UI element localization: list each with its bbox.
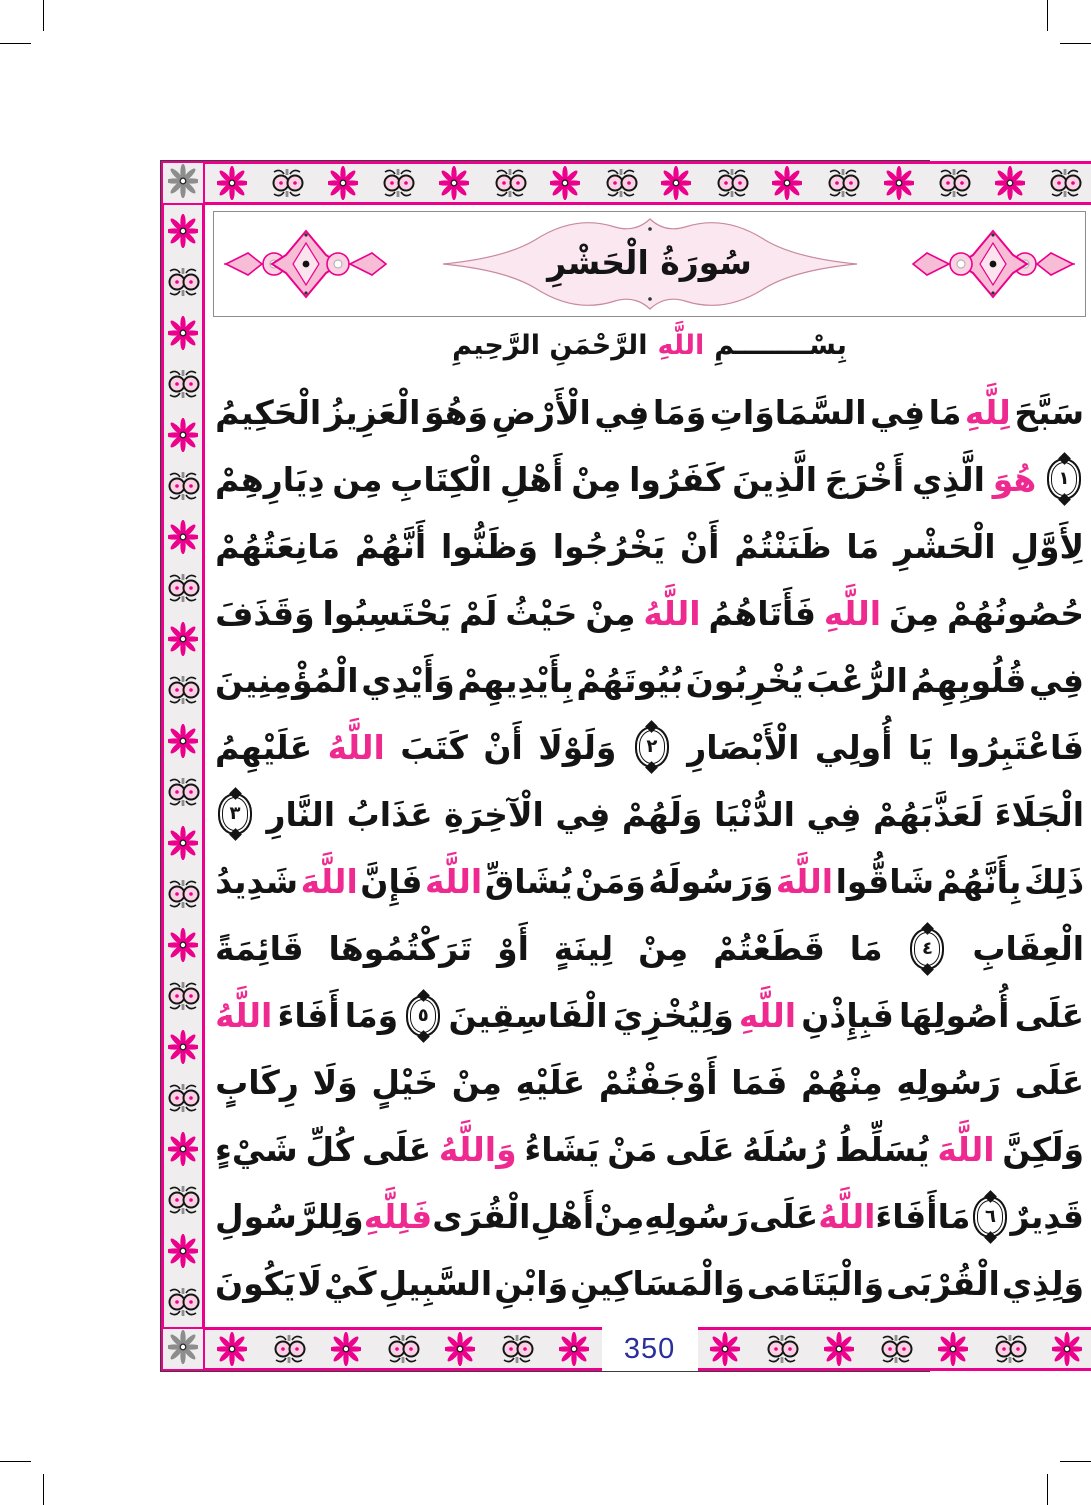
scroll-circles-icon <box>166 469 200 503</box>
quran-word: مِنْ <box>571 459 622 499</box>
quran-word: قَدِيرٌ <box>1010 1197 1085 1237</box>
scroll-circles-icon <box>166 1081 200 1115</box>
quran-word: الْحَكِيمُ <box>215 392 322 432</box>
quran-word: وَلِيُخْزِيَ <box>612 996 734 1036</box>
quran-word: الْقُرْبَى <box>886 1264 1000 1304</box>
ayah-number: ٤ <box>921 937 933 959</box>
quran-word: وَالْيَتَامَى <box>746 1264 885 1304</box>
scroll-circles-icon <box>1048 166 1082 200</box>
quran-word: حُصُونُهُمْ <box>946 593 1085 633</box>
quran-line <box>215 983 1084 1049</box>
quran-word: مَنْ <box>607 1130 658 1170</box>
quran-word: مِنْ <box>594 1197 645 1237</box>
ayah-end-marker-icon <box>973 1196 1007 1238</box>
quran-line <box>215 848 1084 914</box>
crop-mark-bottom-right-v <box>1047 1474 1048 1505</box>
quran-word: وَمَنْ <box>575 861 646 901</box>
quran-word: عَلَى <box>1014 1063 1085 1103</box>
quran-word: وَهُوَ <box>423 392 489 432</box>
quran-word: الْفَاسِقِينَ <box>448 996 608 1036</box>
quran-word: كَفَرُوا <box>629 459 725 499</box>
quran-word: ذَلِكَ <box>1023 861 1085 901</box>
gray-rosette-icon <box>168 1330 198 1368</box>
surah-title: سُورَةُ الْحَشْرِ <box>547 242 752 282</box>
quran-word: يُشَاقِّ <box>484 861 573 901</box>
ayah-end-marker-icon <box>1047 458 1081 500</box>
surah-header-panel <box>213 211 1086 317</box>
quran-word: عَذَابُ <box>346 794 433 834</box>
quran-word: فِي <box>594 392 650 432</box>
quran-word: فِي <box>1029 660 1085 700</box>
flower-burst-icon <box>439 166 469 200</box>
quran-word: الْآخِرَةِ <box>444 794 544 834</box>
quran-word: يَحْتَسِبُوا <box>322 593 452 633</box>
quran-word: فَاعْتَبِرُوا <box>948 727 1085 767</box>
scroll-circles-icon <box>272 1332 306 1366</box>
allah-word: اللَّهُ <box>215 996 273 1036</box>
quran-word: لِينَةٍ <box>553 929 614 968</box>
scroll-circles-icon <box>166 571 200 605</box>
ayah-end-marker-icon <box>910 928 944 970</box>
quran-word: وَلَا <box>312 1063 358 1103</box>
bismillah-post: الرَّحْمَنِ الرَّحِيمِ <box>452 329 648 361</box>
flower-burst-icon <box>445 1332 475 1366</box>
quran-word: الْأَبْصَارِ <box>687 727 800 767</box>
quran-word: مِنْهُمْ <box>801 1063 883 1103</box>
quran-word: وَابْنِ <box>494 1264 569 1304</box>
allah-word: اللَّهِ <box>738 996 797 1036</box>
flower-burst-icon <box>661 166 691 200</box>
quran-word: كُلِّ <box>305 1130 355 1170</box>
quran-word: الْجَلَاءَ <box>994 794 1085 834</box>
quran-word: عَلَيْهِ <box>515 1063 586 1103</box>
quran-word: الدُّنْيَا <box>713 794 795 834</box>
bismillah-allah: اللَّهِ <box>657 329 705 361</box>
bismillah-line <box>213 317 1086 373</box>
quran-word: عَلَى <box>748 1197 819 1237</box>
quran-text-block <box>213 373 1086 1327</box>
quran-word: رُسُلَهُ <box>742 1130 828 1170</box>
quran-word: أَنْ <box>483 727 523 767</box>
quran-word: عَلَيْهِمُ <box>215 727 313 767</box>
allah-word: وَاللَّهُ <box>438 1130 517 1170</box>
quran-word: الْحَشْرِ <box>893 526 996 566</box>
gray-rosette-icon <box>168 164 198 202</box>
scroll-circles-icon <box>166 1183 200 1217</box>
scroll-circles-icon <box>166 367 200 401</box>
quran-word: الْمُؤْمِنِينَ <box>215 660 359 700</box>
scroll-circles-icon <box>166 877 200 911</box>
flower-burst-icon <box>824 1332 854 1366</box>
ayah-number: ١ <box>1058 468 1070 490</box>
quran-word: قُلُوبِهِمُ <box>910 660 1027 700</box>
quran-word: فِي <box>870 392 926 432</box>
scroll-circles-icon <box>937 166 971 200</box>
quran-word: وَلِلرَّسُولِ <box>215 1197 364 1237</box>
quran-word: حَيْثُ <box>505 593 578 633</box>
quran-word: رَسُولِهِ <box>644 1197 749 1237</box>
scroll-circles-icon <box>381 166 415 200</box>
scroll-circles-icon <box>715 166 749 200</box>
flower-burst-icon <box>168 1030 198 1064</box>
flower-burst-icon <box>217 1332 247 1366</box>
quran-word: أُولِي <box>814 727 893 767</box>
quran-word: يَخْرُجُوا <box>552 526 666 566</box>
quran-word: أُصُولِهَا <box>899 996 1010 1036</box>
quran-word: مَا <box>928 392 962 432</box>
border-pattern-top <box>205 161 1091 205</box>
quran-word: مِنَ <box>888 593 940 633</box>
quran-line <box>215 647 1084 713</box>
quran-word: مِنْ <box>451 1063 502 1103</box>
quran-word: تَرَكْتُمُوهَا <box>328 929 473 968</box>
crop-mark-bottom-right-h <box>1060 1461 1091 1462</box>
ayah-end-marker-icon <box>635 726 669 768</box>
quran-word: لَعَذَّبَهُمْ <box>872 794 984 834</box>
ayah-number: ٦ <box>984 1205 996 1227</box>
border-pattern-bottom-left-half <box>205 1327 602 1371</box>
scroll-circles-icon <box>166 673 200 707</box>
scroll-circles-icon <box>604 166 638 200</box>
scroll-circles-icon <box>993 1332 1027 1366</box>
quran-word: سَبَّحَ <box>1014 392 1085 432</box>
quran-word: السَّبِيلِ <box>378 1264 493 1304</box>
quran-word: لَمْ <box>459 593 498 633</box>
ayah-number: ٣ <box>229 803 241 825</box>
quran-word: أَفَاءَ <box>875 1197 938 1237</box>
allah-word: هُوَ <box>992 459 1037 499</box>
floral-chain-ornament-icon <box>222 225 390 303</box>
quran-word: مَانِعَتُهُمْ <box>215 526 341 566</box>
crop-mark-top-left-v <box>43 0 44 31</box>
quran-word: بِأَيْدِيهِمْ <box>457 660 574 700</box>
flower-burst-icon <box>217 166 247 200</box>
quran-line <box>215 446 1084 512</box>
flower-burst-icon <box>168 316 198 350</box>
scroll-circles-icon <box>493 166 527 200</box>
quran-word: وَالْمَسَاكِينِ <box>570 1264 745 1304</box>
allah-word: فَلِلَّهِ <box>363 1197 433 1237</box>
quran-word: وَقَذَفَ <box>215 593 315 633</box>
allah-word: اللَّهُ <box>818 1197 876 1237</box>
scroll-circles-icon <box>765 1332 799 1366</box>
quran-word: أَخْرَجَ <box>824 459 905 499</box>
quran-word: ظَنَنْتُمْ <box>734 526 832 566</box>
flower-burst-icon <box>772 166 802 200</box>
quran-word: مَا <box>846 526 880 566</box>
allah-word: اللَّهُ <box>643 593 701 633</box>
quran-word: النَّارِ <box>266 794 336 834</box>
corner-rosette-icon <box>161 1327 205 1371</box>
quran-word: أَنَّهُمْ <box>354 526 427 566</box>
ayah-number: ٢ <box>646 736 658 758</box>
quran-word: الْأَرْضِ <box>491 392 591 432</box>
quran-line <box>215 580 1084 646</box>
flower-burst-icon <box>938 1332 968 1366</box>
flower-burst-icon <box>884 166 914 200</box>
quran-line <box>215 1184 1084 1250</box>
quran-line <box>215 714 1084 780</box>
quran-word: فَبِإِذْنِ <box>801 996 894 1036</box>
quran-line <box>215 1251 1084 1317</box>
quran-line <box>215 1117 1084 1183</box>
quran-word: لَا <box>297 1264 323 1304</box>
flower-burst-icon <box>550 166 580 200</box>
scroll-circles-icon <box>270 166 304 200</box>
flower-burst-icon <box>331 1332 361 1366</box>
ayah-number: ٥ <box>417 1004 429 1026</box>
quran-word: الْعِقَابِ <box>972 929 1085 968</box>
quran-word: فِي <box>555 794 611 834</box>
bismillah-pre: بِسْــــــــمِ <box>714 329 847 361</box>
quran-word: مِنْ <box>585 593 636 633</box>
quran-line <box>215 513 1084 579</box>
quran-line <box>215 379 1084 445</box>
quran-word: أَوْجَفْتُمْ <box>598 1063 718 1103</box>
allah-word: اللَّهَ <box>425 861 483 901</box>
quran-word: وَلَكِنَّ <box>1002 1130 1085 1170</box>
quran-word: الَّذِي <box>911 459 985 499</box>
allah-word: اللَّهَ <box>937 1130 995 1170</box>
quran-word: رِكَابٍ <box>215 1063 299 1103</box>
flower-burst-icon <box>168 928 198 962</box>
quran-word: الرُّعْبَ <box>806 660 908 700</box>
quran-word: وَلَوْلَا <box>538 727 617 767</box>
quran-word: بُيُوتَهُمْ <box>576 660 683 700</box>
allah-word: اللَّهَ <box>300 861 358 901</box>
quran-word: دِيَارِهِمْ <box>215 459 325 499</box>
flower-burst-icon <box>168 1132 198 1166</box>
quran-word: أَنْ <box>680 526 720 566</box>
quran-word: كَتَبَ <box>400 727 468 767</box>
quran-word: فَإِنَّ <box>360 861 423 901</box>
allah-word: لِلَّهِ <box>964 392 1011 432</box>
border-pattern-bottom <box>205 1327 1091 1371</box>
quran-line <box>215 1050 1084 1116</box>
scroll-circles-icon <box>166 1285 200 1319</box>
flower-burst-icon <box>710 1332 740 1366</box>
quran-word: أَفَاءَ <box>277 996 340 1036</box>
quran-word: مَا <box>849 929 883 968</box>
quran-word: وَمَا <box>652 392 707 432</box>
flower-burst-icon <box>168 520 198 554</box>
quran-line <box>215 781 1084 847</box>
flower-burst-icon <box>559 1332 589 1366</box>
quran-word: يَكُونَ <box>215 1264 296 1304</box>
scroll-circles-icon <box>386 1332 420 1366</box>
flower-burst-icon <box>168 214 198 248</box>
crop-mark-bottom-left-h <box>0 1461 31 1462</box>
allah-word: اللَّهِ <box>823 593 882 633</box>
quran-word: يُسَلِّطُ <box>834 1130 930 1170</box>
flower-burst-icon <box>168 724 198 758</box>
flower-burst-icon <box>168 826 198 860</box>
quran-word: الْعَزِيزُ <box>324 392 421 432</box>
page-content <box>205 205 1091 1327</box>
flower-burst-icon <box>168 418 198 452</box>
quran-word: يَشَاءُ <box>524 1130 600 1170</box>
flower-burst-icon <box>168 1234 198 1268</box>
scroll-circles-icon <box>826 166 860 200</box>
flower-burst-icon <box>328 166 358 200</box>
crop-mark-bottom-left-v <box>43 1474 44 1505</box>
page-number-tile <box>602 1327 698 1371</box>
quran-word: فِي <box>806 794 862 834</box>
quran-word: أَهْلِ <box>499 459 564 499</box>
quran-word: وَأَيْدِي <box>361 660 455 700</box>
quran-word: قَائِمَةً <box>215 929 304 968</box>
ayah-end-marker-icon <box>218 793 252 835</box>
flower-burst-icon <box>995 166 1025 200</box>
crop-mark-top-left-h <box>0 43 31 44</box>
quran-word: خَيْلٍ <box>371 1063 439 1103</box>
scroll-circles-icon <box>879 1332 913 1366</box>
quran-word: يَا <box>907 727 933 767</box>
decorative-frame <box>160 160 1085 1372</box>
quran-word: وَرَسُولَهُ <box>648 861 774 901</box>
scroll-circles-icon <box>166 775 200 809</box>
scroll-circles-icon <box>166 265 200 299</box>
quran-word: بِأَنَّهُمْ <box>936 861 1022 901</box>
quran-word: عَلَى <box>1014 996 1085 1036</box>
scroll-circles-icon <box>500 1332 534 1366</box>
ayah-end-marker-icon <box>406 995 440 1037</box>
allah-word: اللَّهُ <box>327 727 385 767</box>
quran-word: وَلِذِي <box>1001 1264 1085 1304</box>
quran-word: الَّذِينَ <box>732 459 818 499</box>
quran-word: عَلَى <box>665 1130 735 1170</box>
quran-word: مِنْ <box>638 929 689 968</box>
quran-word: كَيْ <box>324 1264 377 1304</box>
allah-word: اللَّهَ <box>775 861 834 901</box>
crop-mark-top-right-v <box>1047 0 1048 31</box>
quran-word: وَظَنُّوا <box>440 526 539 566</box>
flower-burst-icon <box>1052 1332 1082 1366</box>
quran-word: مِن <box>332 459 383 499</box>
scroll-circles-icon <box>166 979 200 1013</box>
quran-word: رَسُولِهِ <box>896 1063 1001 1103</box>
floral-chain-ornament-icon <box>909 225 1077 303</box>
quran-word: السَّمَاوَاتِ <box>709 392 867 432</box>
quran-word: يُخْرِبُونَ <box>685 660 804 700</box>
page-number: 350 <box>623 1332 676 1365</box>
quran-word: أَوْ <box>497 929 529 968</box>
quran-word: أَهْلِ <box>530 1197 595 1237</box>
quran-word: مَا <box>937 1197 971 1237</box>
quran-word: فَمَا <box>731 1063 788 1103</box>
border-pattern-bottom-right-half <box>698 1327 1091 1371</box>
flower-burst-icon <box>168 622 198 656</box>
quran-word: الْقُرَى <box>432 1197 531 1237</box>
corner-rosette-icon <box>161 161 205 205</box>
quran-word: وَمَا <box>344 996 399 1036</box>
quran-word: قَطَعْتُمْ <box>713 929 825 968</box>
crop-mark-top-right-h <box>1060 43 1091 44</box>
quran-word: عَلَى <box>361 1130 432 1170</box>
quran-word: وَلَهُمْ <box>621 794 703 834</box>
quran-word: شَيْءٍ <box>215 1130 298 1170</box>
border-pattern-left <box>161 205 205 1327</box>
quran-word: شَدِيدُ <box>215 861 299 901</box>
quran-word: الْكِتَابِ <box>390 459 493 499</box>
quran-word: شَاقُّوا <box>835 861 935 901</box>
quran-line <box>215 916 1084 982</box>
quran-word: لِأَوَّلِ <box>1010 526 1085 566</box>
quran-word: فَأَتَاهُمُ <box>708 593 816 633</box>
